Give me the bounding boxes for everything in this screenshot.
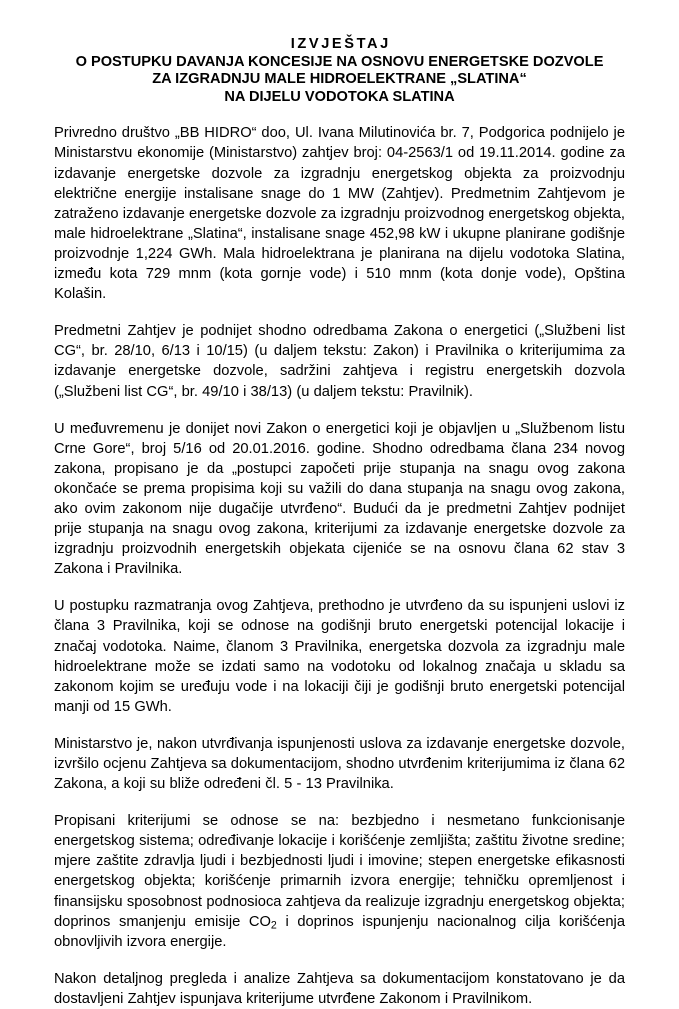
- document-body: [54, 123, 625, 1009]
- paragraph-conclusion: Nakon detaljnog pregleda i analize Zahtjeva sa dokumentacijom konstatovano je da dostavljeni Zahtjev ispunjava kriterijume utvrđene Zakonom i Pravilnikom.: [54, 970, 625, 1007]
- paragraph-new-law: U međuvremenu je donijet novi Zakon o energetici koji je objavljen u „Službenom listu Crne Gore“, broj 5/16 od 20.01.2016. godine. Shodno odredbama člana 234 novog zakona, propisano je da „postupci započeti prije stupanja na snagu ovog zakona okončaće se prema propisima koji su važili do dana stupanja na snagu ovog zakona, ako ovim zakonom nije dugačije utvrđeno“. Budući da je predmetni Zahtjev podnijet prije stupanja na snagu ovog zakona, kriterijumi za izdavanje energetske dozvole za izgradnju proizvodnih energetskih objekata cijeniće se na osnovu člana 62 stav 3 Zakona i Pravilnika.: [54, 420, 625, 578]
- criteria-text-end: i doprinos ispunjenju nacionalnog cilja korišćenja obnovljivih izvora energije.: [54, 913, 625, 950]
- title-line-2: O POSTUPKU DAVANJA KONCESIJE NA OSNOVU ENERGETSKE DOZVOLE: [75, 53, 604, 70]
- title-line-3: ZA IZGRADNJU MALE HIDROELEKTRANE „SLATINA“: [152, 71, 527, 88]
- criteria-text-start: Propisani kriterijumi se odnose se na: bezbjedno i nesmetano funkcionisanje energetskog sistema; određivanje lokacije i korišćenje zemljišta; zaštitu životne sredine; mjere zaštite zdravlja ljudi i bezbjednosti ljudi i imovine; stepen energetske efikasnosti energetskog objekta; korišćenje primarnih izvora energije; tehničku opremljenost i finansijsku sposobnost podnosioca zahtjeva da realizuje izgradnju energetskog objekta; doprinos smanjenju emisije CO: [54, 813, 625, 930]
- document-title: [54, 36, 625, 106]
- co2-subscript: 2: [270, 918, 277, 931]
- paragraph-applicant-request: Privredno društvo „BB HIDRO“ doo, Ul. Ivana Milutinovića br. 7, Podgorica podnijelo je Ministarstvu ekonomije (Ministarstvo) zahtjev broj: 04-2563/1 od 19.11.2014. godine za izdavanje energetske dozvole za izgradnju energetskog objekta za proizvodnju električne energije instalisane snage do 1 MW (Zahtjev). Predmetnim Zahtjevom je zatraženo izdavanje energetske dozvole za izgradnju proizvodnog energetskog objekta, male hidroelektrane „Slatina“, instalisane snage 452,98 kW i ukupne planirane godišnje proizvodnje 1,224 GWh. Mala hidroelektrana je planirana na dijelu vodotoka Slatina, između kota 729 mnm (kota gornje vode) i 510 mnm (kota donje vode), Opština Kolašin.: [54, 125, 625, 303]
- paragraph-legal-basis: Predmetni Zahtjev je podnijet shodno odredbama Zakona o energetici („Službeni list CG“, br. 28/10, 6/13 i 10/15) (u daljem tekstu: Zakon) i Pravilnika o kriterijumima za izdavanje energetske dozvole, sadržini zahtjeva i registru energetskih dozvola („Službeni list CG“, br. 49/10 i 38/13) (u daljem tekstu: Pravilnik).: [54, 323, 625, 400]
- paragraph-criteria-list: [54, 811, 625, 952]
- paragraph-ministry-evaluation: Ministarstvo je, nakon utvrđivanja ispunjenosti uslova za izdavanje energetske dozvole, izvršilo ocjenu Zahtjeva sa dokumentacijom, shodno utvrđenim kriterijumima iz člana 62 Zakona, a koji su bliže određeni čl. 5 - 13 Pravilnika.: [54, 735, 625, 793]
- title-line-1: IZVJEŠTAJ: [290, 36, 391, 52]
- paragraph-conditions-article3: U postupku razmatranja ovog Zahtjeva, prethodno je utvrđeno da su ispunjeni uslovi iz člana 3 Pravilnika, koji se odnose na godišnji bruto energetski potencijal lokacije i značaj vodotoka. Naime, članom 3 Pravilnika, energetska dozvola za izgradnju male hidroelektrane može se izdati samo na vodotoku od lokalnog značaja u skladu sa zakonom kojim se uređuju vode i na lokaciji čiji je godišnji bruto energetski potencijal manji od 15 GWh.: [54, 598, 625, 715]
- title-line-4: NA DIJELU VODOTOKA SLATINA: [224, 88, 455, 105]
